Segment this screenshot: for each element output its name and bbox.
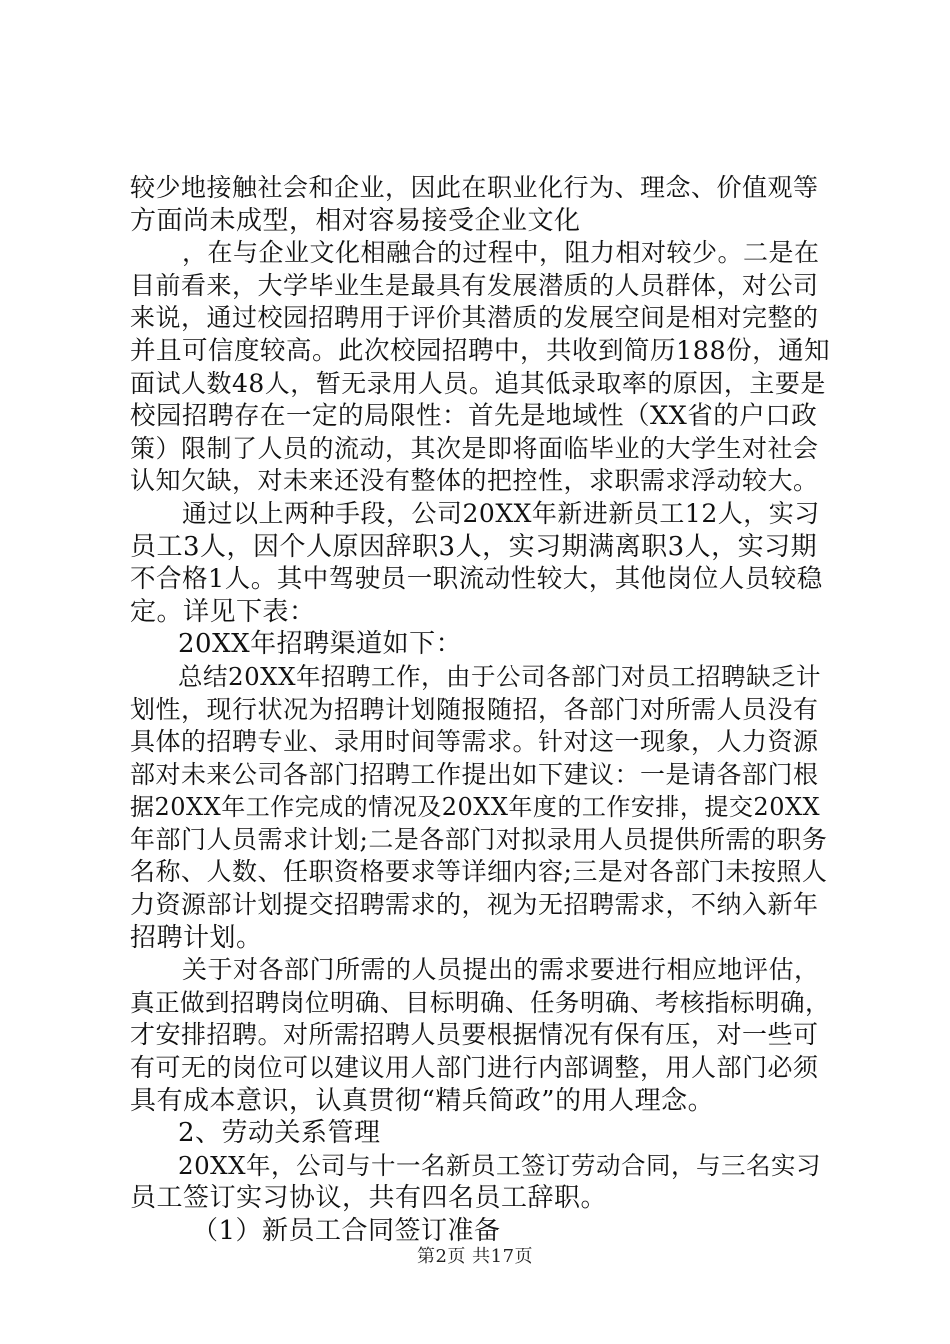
text-line: 较少地接触社会和企业，因此在职业化行为、理念、价值观等 <box>130 173 819 202</box>
text-line: 20XX年，公司与十一名新员工签订劳动合同，与三名实习 <box>178 1150 822 1180</box>
text-line: 总结20XX年招聘工作，由于公司各部门对员工招聘缺乏计 <box>178 661 822 691</box>
text-line: ，在与企业文化相融合的过程中，阻力相对较少。二是在 <box>182 238 820 268</box>
text-line: 定。详见下表： <box>130 596 316 627</box>
text-line: 真正做到招聘岗位明确、目标明确、任务明确、考核指标明确， <box>130 987 830 1017</box>
text-line: 具有成本意识，认真贯彻“精兵简政”的用人理念。 <box>130 1085 715 1116</box>
page-number: 第2页 共17页 <box>416 1246 534 1267</box>
text-line: 目前看来，大学毕业生是最具有发展潜质的人员群体，对公司 <box>130 270 819 300</box>
section-heading: 2、劳动关系管理 <box>178 1118 381 1149</box>
text-line: 年部门人员需求计划;二是各部门对拟录用人员提供所需的职务 <box>130 824 828 854</box>
text-line: 具体的招聘专业、录用时间等需求。针对这一现象，人力资源 <box>130 727 819 757</box>
text-line: 面试人数48人，暂无录用人员。追其低录取率的原因，主要是 <box>130 368 826 398</box>
text-line: 关于对各部门所需的人员提出的需求要进行相应地评估， <box>182 955 820 985</box>
text-line: 不合格1人。其中驾驶员一职流动性较大，其他岗位人员较稳 <box>130 564 823 595</box>
text-line: 名称、人数、任职资格要求等详细内容;三是对各部门未按照人 <box>130 857 828 887</box>
text-line: 力资源部计划提交招聘需求的，视为无招聘需求，不纳入新年 <box>130 890 819 920</box>
text-line: 有可无的岗位可以建议用人部门进行内部调整，用人部门必须 <box>130 1053 819 1083</box>
text-line: 划性，现行状况为招聘计划随报随招，各部门对所需人员没有 <box>130 694 819 724</box>
text-line: 员工签订实习协议，共有四名员工辞职。 <box>130 1183 608 1214</box>
text-line: 方面尚未成型，相对容易接受企业文化 <box>130 205 581 236</box>
text-line: 才安排招聘。对所需招聘人员要根据情况有保有压，对一些可 <box>130 1020 819 1050</box>
text-line: 招聘计划。 <box>130 922 263 953</box>
text-line: 认知欠缺，对未来还没有整体的把控性，求职需求浮动较大。 <box>130 466 819 496</box>
text-line: 策）限制了人员的流动，其次是即将面临毕业的大学生对社会 <box>130 433 819 463</box>
text-line: 部对未来公司各部门招聘工作提出如下建议：一是请各部门根 <box>130 759 819 789</box>
text-line: 通过以上两种手段，公司20XX年新进新员工12人，实习 <box>182 498 820 528</box>
text-line: 来说，通过校园招聘用于评价其潜质的发展空间是相对完整的 <box>130 303 819 333</box>
subsection-heading: （1）新员工合同签订准备 <box>192 1216 501 1246</box>
document-body <box>130 172 830 1248</box>
text-line: 并且可信度较高。此次校园招聘中，共收到简历188份，通知 <box>130 335 831 366</box>
text-line: 据20XX年工作完成的情况及20XX年度的工作安排，提交20XX <box>130 793 821 822</box>
text-line: 校园招聘存在一定的局限性：首先是地域性（XX省的户口政 <box>130 401 818 432</box>
text-line: 员工3人，因个人原因辞职3人，实习期满离职3人，实习期 <box>130 531 818 562</box>
text-line: 20XX年招聘渠道如下： <box>178 629 463 660</box>
